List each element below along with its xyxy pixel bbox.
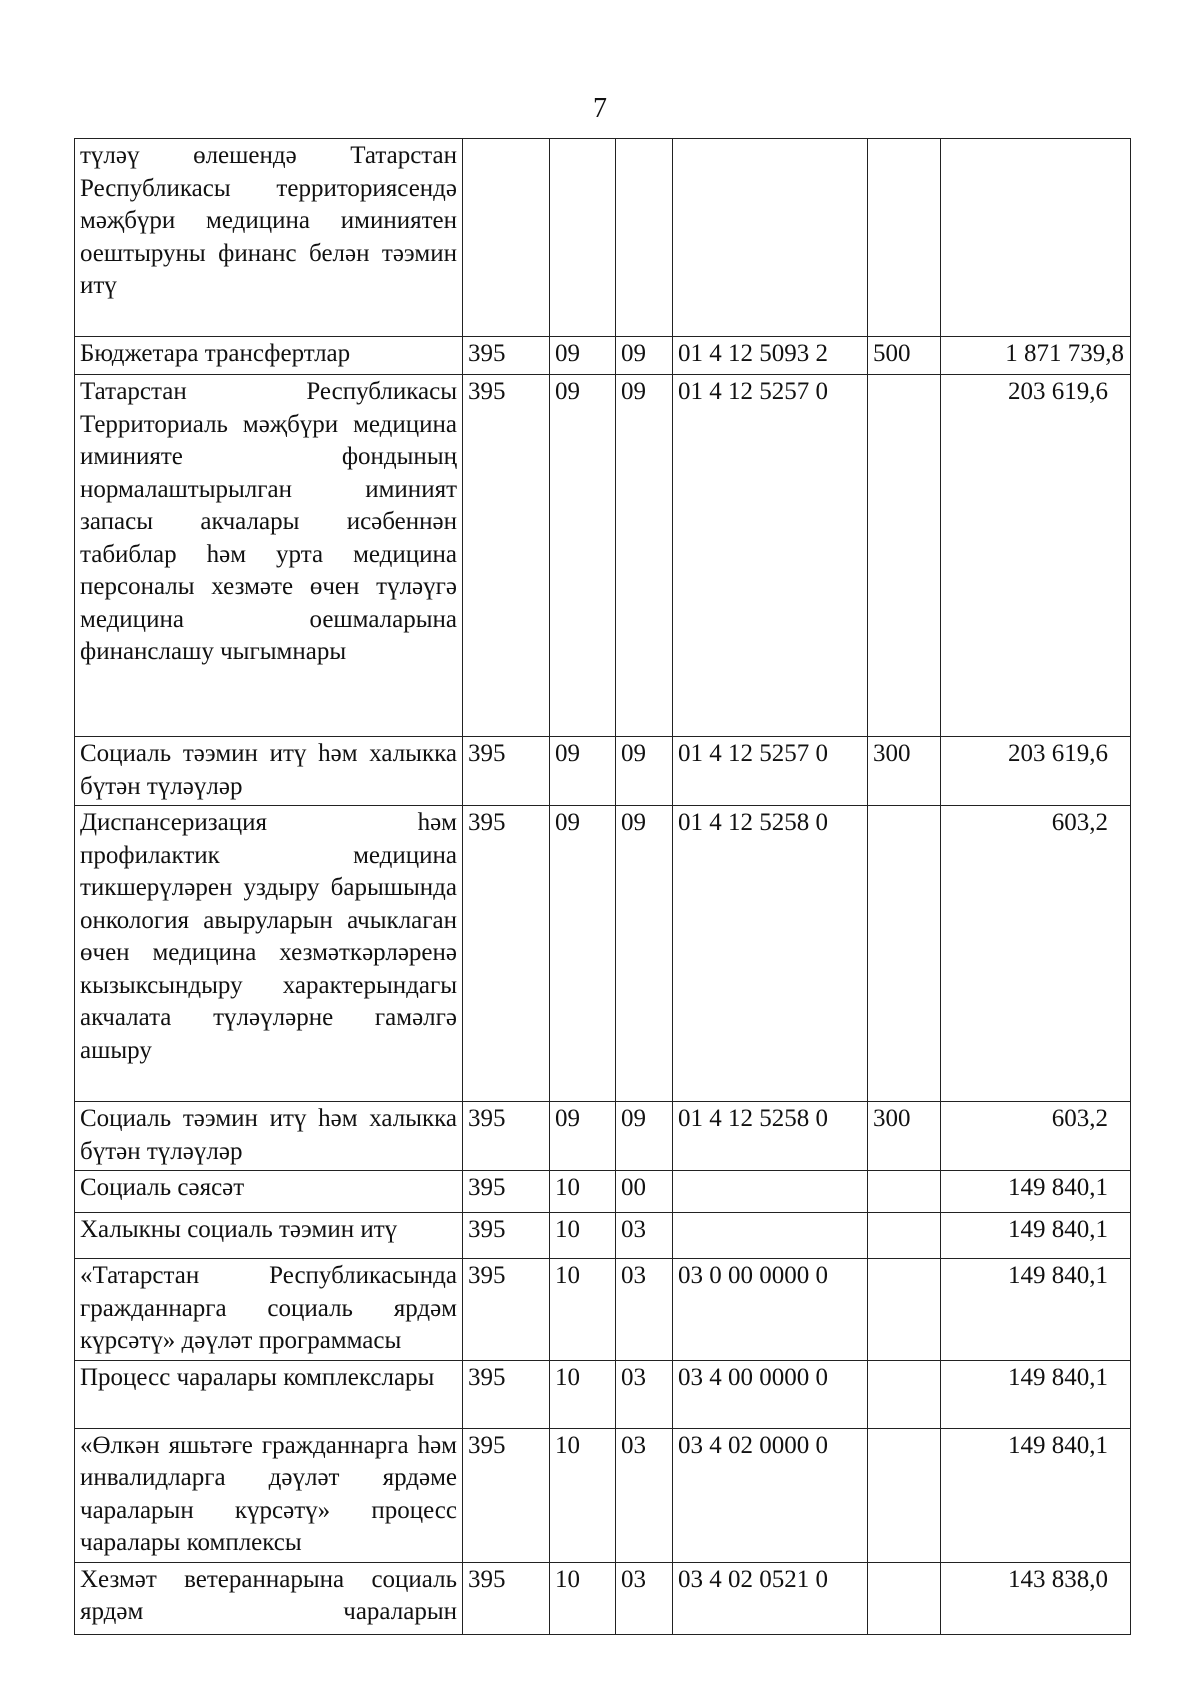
row-subsection-code: 03 [616, 1213, 673, 1259]
row-admin-code: 395 [463, 1428, 550, 1562]
row-admin-code: 395 [463, 1102, 550, 1171]
row-subsection-code: 03 [616, 1562, 673, 1634]
row-amount: 203 619,6 [941, 737, 1131, 806]
row-target-code: 03 0 00 0000 0 [673, 1259, 868, 1361]
row-admin-code: 395 [463, 375, 550, 737]
row-amount: 149 840,1 [941, 1171, 1131, 1213]
row-section-code: 10 [550, 1562, 616, 1634]
row-subsection-code: 03 [616, 1428, 673, 1562]
row-subsection-code: 09 [616, 375, 673, 737]
row-expense-kind [868, 1562, 941, 1634]
row-amount: 149 840,1 [941, 1428, 1131, 1562]
row-subsection-code: 03 [616, 1259, 673, 1361]
row-amount: 203 619,6 [941, 375, 1131, 737]
row-amount: 1 871 739,8 [941, 337, 1131, 375]
row-target-code: 03 4 00 0000 0 [673, 1360, 868, 1428]
table-row [75, 1171, 1131, 1213]
page-number: 7 [593, 93, 607, 124]
row-name: Социаль тәэмин итү һәм халыкка бүтән түләүләр [75, 737, 463, 806]
row-admin-code: 395 [463, 1213, 550, 1259]
row-target-code: 01 4 12 5257 0 [673, 737, 868, 806]
row-amount: 149 840,1 [941, 1259, 1131, 1361]
row-subsection-code: 09 [616, 806, 673, 1102]
row-name: «Өлкән яшьтәге гражданнарга һәм инвалидларга дәүләт ярдәме чараларын күрсәтү» процесс чаралары комплексы [75, 1428, 463, 1562]
row-target-code: 01 4 12 5257 0 [673, 375, 868, 737]
row-target-code: 03 4 02 0000 0 [673, 1428, 868, 1562]
table-row [75, 1428, 1131, 1562]
row-section-code: 09 [550, 806, 616, 1102]
table-row [75, 1259, 1131, 1361]
row-expense-kind [868, 139, 941, 337]
row-target-code: 03 4 02 0521 0 [673, 1562, 868, 1634]
row-admin-code: 395 [463, 1259, 550, 1361]
row-subsection-code: 09 [616, 737, 673, 806]
row-name: Социаль тәэмин итү һәм халыкка бүтән түләүләр [75, 1102, 463, 1171]
row-expense-kind [868, 1259, 941, 1361]
row-expense-kind: 300 [868, 1102, 941, 1171]
row-section-code: 09 [550, 375, 616, 737]
row-name: Халыкны социаль тәэмин итү [75, 1213, 463, 1259]
table-row [75, 737, 1131, 806]
row-target-code: 01 4 12 5093 2 [673, 337, 868, 375]
table-row [75, 1562, 1131, 1634]
row-admin-code: 395 [463, 1171, 550, 1213]
table-row [75, 375, 1131, 737]
row-section-code: 10 [550, 1428, 616, 1562]
table-row [75, 806, 1131, 1102]
table-row [75, 337, 1131, 375]
table-row [75, 1213, 1131, 1259]
row-name: Социаль сәясәт [75, 1171, 463, 1213]
row-subsection-code [616, 139, 673, 337]
row-expense-kind [868, 1171, 941, 1213]
row-section-code: 09 [550, 337, 616, 375]
row-name: Процесс чаралары комплекслары [75, 1360, 463, 1428]
row-target-code [673, 139, 868, 337]
row-expense-kind: 300 [868, 737, 941, 806]
table-row [75, 1360, 1131, 1428]
row-admin-code: 395 [463, 737, 550, 806]
row-admin-code: 395 [463, 1562, 550, 1634]
table-row [75, 1102, 1131, 1171]
budget-table [74, 138, 1131, 1635]
row-name: Хезмәт ветераннарына социаль ярдәм чараларын [75, 1562, 463, 1634]
row-section-code: 09 [550, 1102, 616, 1171]
row-amount [941, 139, 1131, 337]
row-admin-code: 395 [463, 1360, 550, 1428]
row-subsection-code: 09 [616, 1102, 673, 1171]
row-section-code: 10 [550, 1259, 616, 1361]
row-target-code [673, 1171, 868, 1213]
row-target-code: 01 4 12 5258 0 [673, 1102, 868, 1171]
row-section-code: 10 [550, 1171, 616, 1213]
row-amount: 603,2 [941, 806, 1131, 1102]
row-section-code: 10 [550, 1360, 616, 1428]
row-section-code: 10 [550, 1213, 616, 1259]
row-admin-code: 395 [463, 806, 550, 1102]
row-admin-code [463, 139, 550, 337]
row-amount: 149 840,1 [941, 1360, 1131, 1428]
row-expense-kind [868, 806, 941, 1102]
row-target-code: 01 4 12 5258 0 [673, 806, 868, 1102]
row-expense-kind [868, 1213, 941, 1259]
row-expense-kind: 500 [868, 337, 941, 375]
row-amount: 149 840,1 [941, 1213, 1131, 1259]
row-section-code [550, 139, 616, 337]
row-name: Бюджетара трансфертлар [75, 337, 463, 375]
row-amount: 143 838,0 [941, 1562, 1131, 1634]
row-expense-kind [868, 375, 941, 737]
table-row [75, 139, 1131, 337]
row-section-code: 09 [550, 737, 616, 806]
row-admin-code: 395 [463, 337, 550, 375]
row-expense-kind [868, 1360, 941, 1428]
row-name: Татарстан Республикасы Территориаль мәҗбүри медицина иминияте фондының нормалаштырылган иминият запасы акчалары исәбеннән табиблар һәм урта медицина персоналы хезмәте өчен түләүгә медицина оешмаларына финанслашу чыгымнары [75, 375, 463, 737]
row-amount: 603,2 [941, 1102, 1131, 1171]
row-subsection-code: 03 [616, 1360, 673, 1428]
row-subsection-code: 09 [616, 337, 673, 375]
row-name: түләү өлешендә Татарстан Республикасы территориясендә мәҗбүри медицина иминиятен оештыруны финанс белән тәэмин итү [75, 139, 463, 337]
row-name: «Татарстан Республикасында гражданнарга социаль ярдәм күрсәтү» дәүләт программасы [75, 1259, 463, 1361]
row-target-code [673, 1213, 868, 1259]
row-expense-kind [868, 1428, 941, 1562]
row-name: Диспансеризация һәм профилактик медицина тикшерүләрен уздыру барышында онкология авыруларын ачыклаган өчен медицина хезмәткәрләренә кызыксындыру характерындагы акчалата түләүләрне гамәлгә ашыру [75, 806, 463, 1102]
row-subsection-code: 00 [616, 1171, 673, 1213]
